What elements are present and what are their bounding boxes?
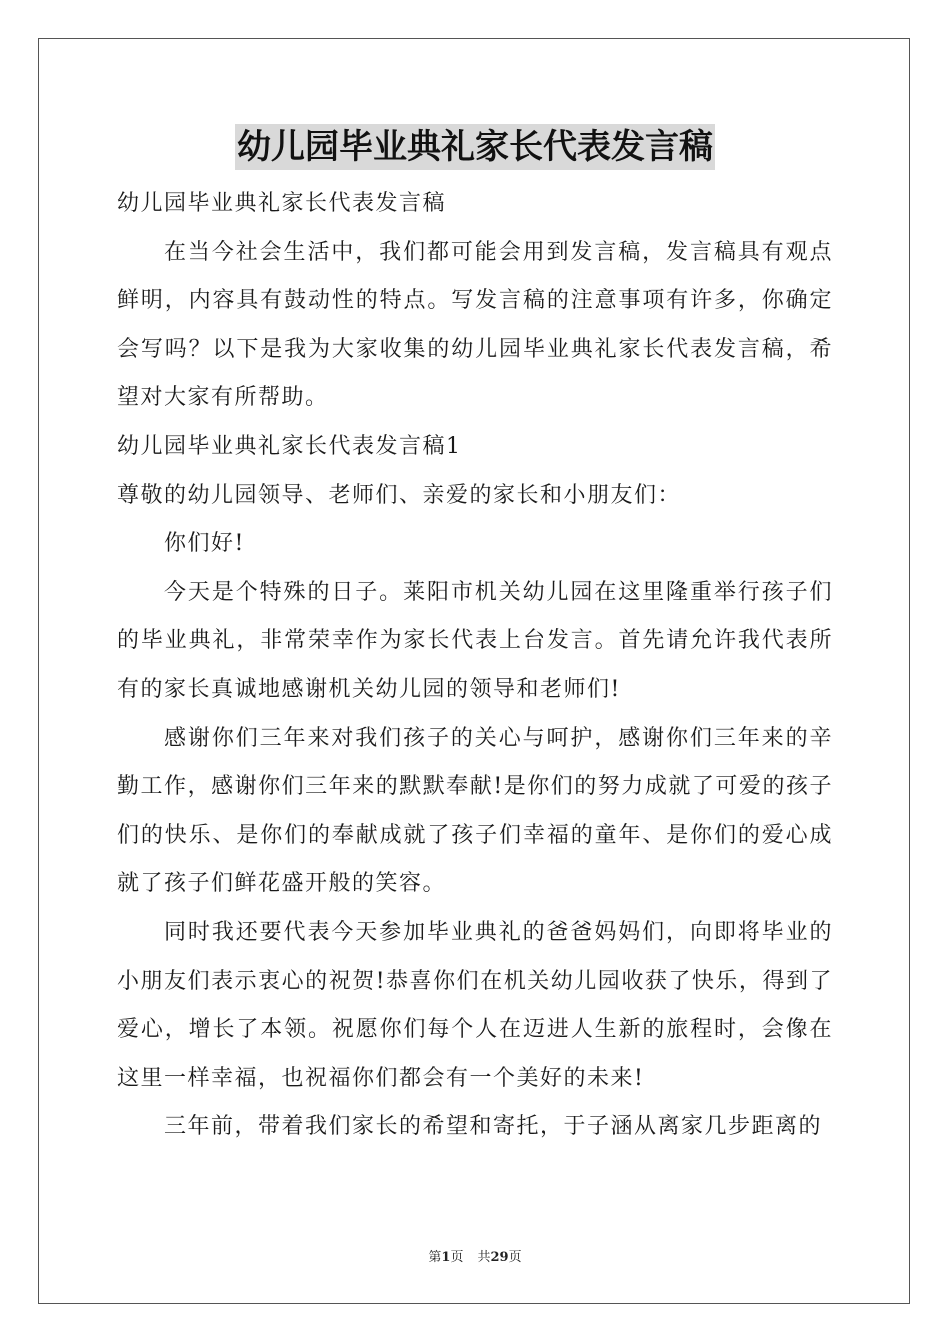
paragraph-intro: 在当今社会生活中，我们都可能会用到发言稿，发言稿具有观点鲜明，内容具有鼓动性的特点。写发言稿的注意事项有许多，你确定会写吗？以下是我为大家收集的幼儿园毕业典礼家长代表发言稿，希望对大家有所帮助。 [117, 239, 833, 411]
paragraph-greeting: 你们好! [164, 531, 245, 557]
document-body [117, 180, 833, 1152]
footer-page-prefix: 第 [428, 1250, 442, 1265]
paragraph-section-heading: 幼儿园毕业典礼家长代表发言稿1 [117, 433, 462, 459]
paragraph-body: 同时我还要代表今天参加毕业典礼的爸爸妈妈们，向即将毕业的小朋友们表示衷心的祝贺!恭喜你们在机关幼儿园收获了快乐，得到了爱心，增长了本领。祝愿你们每个人在迈进人生新的旅程时，会像在这里一样幸福，也祝福你们都会有一个美好的未来! [117, 919, 833, 1091]
document-title: 幼儿园毕业典礼家长代表发言稿 [235, 124, 715, 170]
footer-page-suffix: 页 [450, 1250, 464, 1265]
paragraph-body: 三年前，带着我们家长的希望和寄托，于子涵从离家几步距离的 [164, 1114, 823, 1140]
paragraph-body: 今天是个特殊的日子。莱阳市机关幼儿园在这里隆重举行孩子们的毕业典礼，非常荣幸作为家长代表上台发言。首先请允许我代表所有的家长真诚地感谢机关幼儿园的领导和老师们! [117, 579, 833, 702]
paragraph-subtitle: 幼儿园毕业典礼家长代表发言稿 [117, 191, 447, 216]
title-container [0, 124, 950, 170]
footer-total-pages: 29 [490, 1250, 509, 1265]
page-footer [0, 1246, 950, 1265]
footer-total-suffix: 页 [508, 1250, 522, 1265]
footer-page-number: 1 [441, 1250, 451, 1265]
paragraph-salutation: 尊敬的幼儿园领导、老师们、亲爱的家长和小朋友们： [117, 482, 682, 508]
footer-total-prefix: 共 [477, 1250, 491, 1265]
paragraph-body: 感谢你们三年来对我们孩子的关心与呵护，感谢你们三年来的辛勤工作，感谢你们三年来的默默奉献!是你们的努力成就了可爱的孩子们的快乐、是你们的奉献成就了孩子们幸福的童年、是你们的爱心成就了孩子们鲜花盛开般的笑容。 [117, 725, 833, 897]
